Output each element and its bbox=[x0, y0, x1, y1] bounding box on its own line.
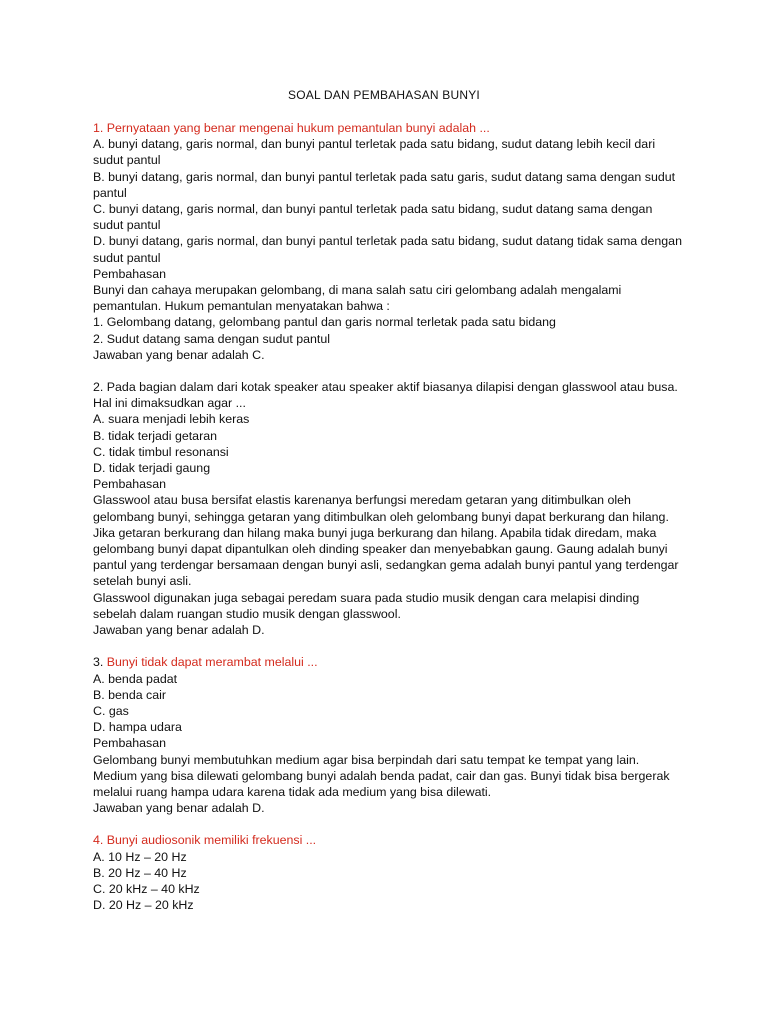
spacer bbox=[93, 638, 683, 654]
q1-option-a: A. bunyi datang, garis normal, dan bunyi pantul terletak pada satu bidang, sudut datang lebih kecil dari sudut pantul bbox=[93, 137, 656, 168]
q4-option-c: C. 20 kHz – 40 kHz bbox=[93, 881, 200, 896]
q2-discussion-text-2: Glasswool digunakan juga sebagai peredam suara pada studio musik dengan cara melapisi dinding sebelah dalam ruangan studio musik dengan glasswool. bbox=[93, 590, 640, 621]
q2-discussion-label: Pembahasan bbox=[93, 477, 167, 492]
q3-option-b: B. benda cair bbox=[93, 687, 167, 702]
q3-text: Bunyi tidak dapat merambat melalui ... bbox=[106, 655, 318, 670]
q2-option-d: D. tidak terjadi gaung bbox=[93, 461, 211, 476]
q3-discussion-text: Gelombang bunyi membutuhkan medium agar bisa berpindah dari satu tempat ke tempat yang lain. Medium yang bisa dilewati gelombang bunyi adalah benda padat, cair dan gas. Bunyi tidak bisa bergerak melalui ruang hampa udara karena tidak ada medium yang bisa dilewati. bbox=[93, 752, 670, 799]
q1-discussion-label: Pembahasan bbox=[93, 266, 167, 281]
q3-number: 3. bbox=[93, 655, 107, 670]
spacer bbox=[93, 816, 683, 832]
q2-answer: Jawaban yang benar adalah D. bbox=[93, 623, 265, 638]
q4-option-a: A. 10 Hz – 20 Hz bbox=[93, 849, 187, 864]
q2-option-b: B. tidak terjadi getaran bbox=[93, 428, 217, 443]
q1-discussion-point-1: 1. Gelombang datang, gelombang pantul dan garis normal terletak pada satu bidang bbox=[93, 315, 556, 330]
q2-discussion-text: Glasswool atau busa bersifat elastis karenanya berfungsi meredam getaran yang ditimbulkan oleh gelombang bunyi, sehingga getaran yang ditimbulkan oleh gelombang bunyi dapat berkurang dan hilang. Jika getaran berkurang dan hilang maka bunyi juga berkurang dan hilang. Apabila tidak diredam, maka gelombang bunyi dapat dipantulkan oleh dinding speaker dan menyebabkan gaung. Gaung adalah bunyi pantul yang terdengar bersamaan dengan bunyi asli, sedangkan gema adalah bunyi pantul yang terdengar setelah bunyi asli. bbox=[93, 493, 679, 589]
question-1: 1. Pernyataan yang benar mengenai hukum pemantulan bunyi adalah ... bbox=[93, 121, 490, 135]
document-body bbox=[93, 120, 683, 913]
q2-option-c: C. tidak timbul resonansi bbox=[93, 444, 229, 459]
document-title: SOAL DAN PEMBAHASAN BUNYI bbox=[288, 88, 480, 102]
q1-answer: Jawaban yang benar adalah C. bbox=[93, 347, 265, 362]
q3-option-c: C. gas bbox=[93, 703, 129, 718]
q3-option-a: A. benda padat bbox=[93, 671, 178, 686]
q3-answer: Jawaban yang benar adalah D. bbox=[93, 801, 265, 816]
q1-discussion-text: Bunyi dan cahaya merupakan gelombang, di mana salah satu ciri gelombang adalah mengalami pemantulan. Hukum pemantulan menyatakan bahwa : bbox=[93, 283, 622, 314]
q3-discussion-label: Pembahasan bbox=[93, 736, 167, 751]
question-4: 4. Bunyi audiosonik memiliki frekuensi ... bbox=[93, 833, 317, 848]
q4-option-b: B. 20 Hz – 40 Hz bbox=[93, 865, 187, 880]
q1-option-d: D. bunyi datang, garis normal, dan bunyi pantul terletak pada satu bidang, sudut datang tidak sama dengan sudut pantul bbox=[93, 234, 682, 265]
q1-option-b: B. bunyi datang, garis normal, dan bunyi pantul terletak pada satu garis, sudut datang sama dengan sudut pantul bbox=[93, 169, 676, 200]
question-2: 2. Pada bagian dalam dari kotak speaker atau speaker aktif biasanya dilapisi dengan glasswool atau busa. Hal ini dimaksudkan agar ... bbox=[93, 380, 678, 411]
spacer bbox=[93, 363, 683, 379]
q1-option-c: C. bunyi datang, garis normal, dan bunyi pantul terletak pada satu bidang, sudut datang sama dengan sudut pantul bbox=[93, 202, 653, 233]
q3-option-d: D. hampa udara bbox=[93, 720, 182, 735]
q4-option-d: D. 20 Hz – 20 kHz bbox=[93, 898, 194, 913]
q2-option-a: A. suara menjadi lebih keras bbox=[93, 412, 250, 427]
q1-discussion-point-2: 2. Sudut datang sama dengan sudut pantul bbox=[93, 331, 330, 346]
question-3 bbox=[93, 654, 683, 670]
